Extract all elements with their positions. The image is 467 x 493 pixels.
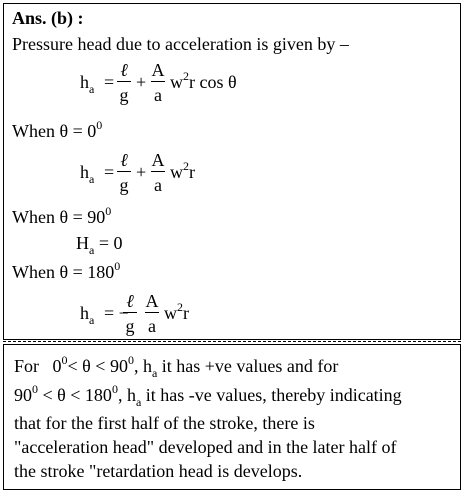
answer-label: Ans. (b) : [12, 8, 84, 28]
eq2-lhs: $h_a$ [80, 162, 95, 186]
eq4-bar2 [145, 312, 159, 313]
eq4-num-A: A [145, 291, 159, 311]
eq2-den-a: a [154, 175, 162, 195]
explanation-line-2: $90^0 < \theta < 180^0$, $h_a$ it has -ve values, thereby indicating [14, 382, 402, 409]
case3-label: When $\theta = 180^0$ [12, 259, 121, 282]
eq1-den-g: g [119, 85, 129, 105]
eq1-tail: $w^2r$ cos θ [170, 69, 237, 92]
case1-label: When $\theta = 0^0$ [12, 118, 103, 141]
eq4-lhs: $h_a$ [80, 303, 95, 327]
eq2-num-A: A [151, 150, 165, 170]
eq1-num-l: ℓ [120, 60, 128, 80]
divider [3, 341, 461, 342]
eq4-bar1 [123, 312, 137, 313]
explanation-line-1: For $0^0< \theta < 90^0$, $h_a$ it has +ve values and for [14, 353, 339, 380]
eq1-equals: = [104, 72, 115, 92]
explanation-line-5: the stroke "retardation head is develops. [14, 461, 303, 481]
eq4-equals: = − [104, 303, 129, 323]
eq2-tail: $w^2r$ [170, 159, 195, 182]
eq2-bar2 [151, 171, 165, 172]
eq2-num-l: ℓ [120, 150, 128, 170]
eq1-num-A: A [151, 60, 165, 80]
eq4-den-a: a [148, 316, 156, 336]
eq4-den-g: g [125, 316, 135, 336]
eq2-equals: = [104, 162, 115, 182]
equation-3: $H_a = 0$ [76, 233, 123, 257]
eq1-bar1 [117, 81, 131, 82]
case2-label: When $\theta = 90^0$ [12, 204, 112, 227]
explanation-line-4: "acceleration head" developed and in the later half of [14, 437, 397, 457]
eq1-plus: + [136, 72, 147, 92]
eq2-den-g: g [119, 175, 129, 195]
eq1-den-a: a [154, 85, 162, 105]
explanation-line-3: that for the first half of the stroke, there is [14, 413, 315, 433]
eq4-tail: $w^2r$ [164, 300, 189, 323]
eq1-bar2 [151, 81, 165, 82]
eq1-lhs: $h_a$ [80, 72, 95, 96]
eq2-plus: + [136, 162, 147, 182]
eq4-num-l: ℓ [126, 291, 134, 311]
intro-text: Pressure head due to acceleration is given by – [12, 34, 349, 54]
eq2-bar1 [117, 171, 131, 172]
